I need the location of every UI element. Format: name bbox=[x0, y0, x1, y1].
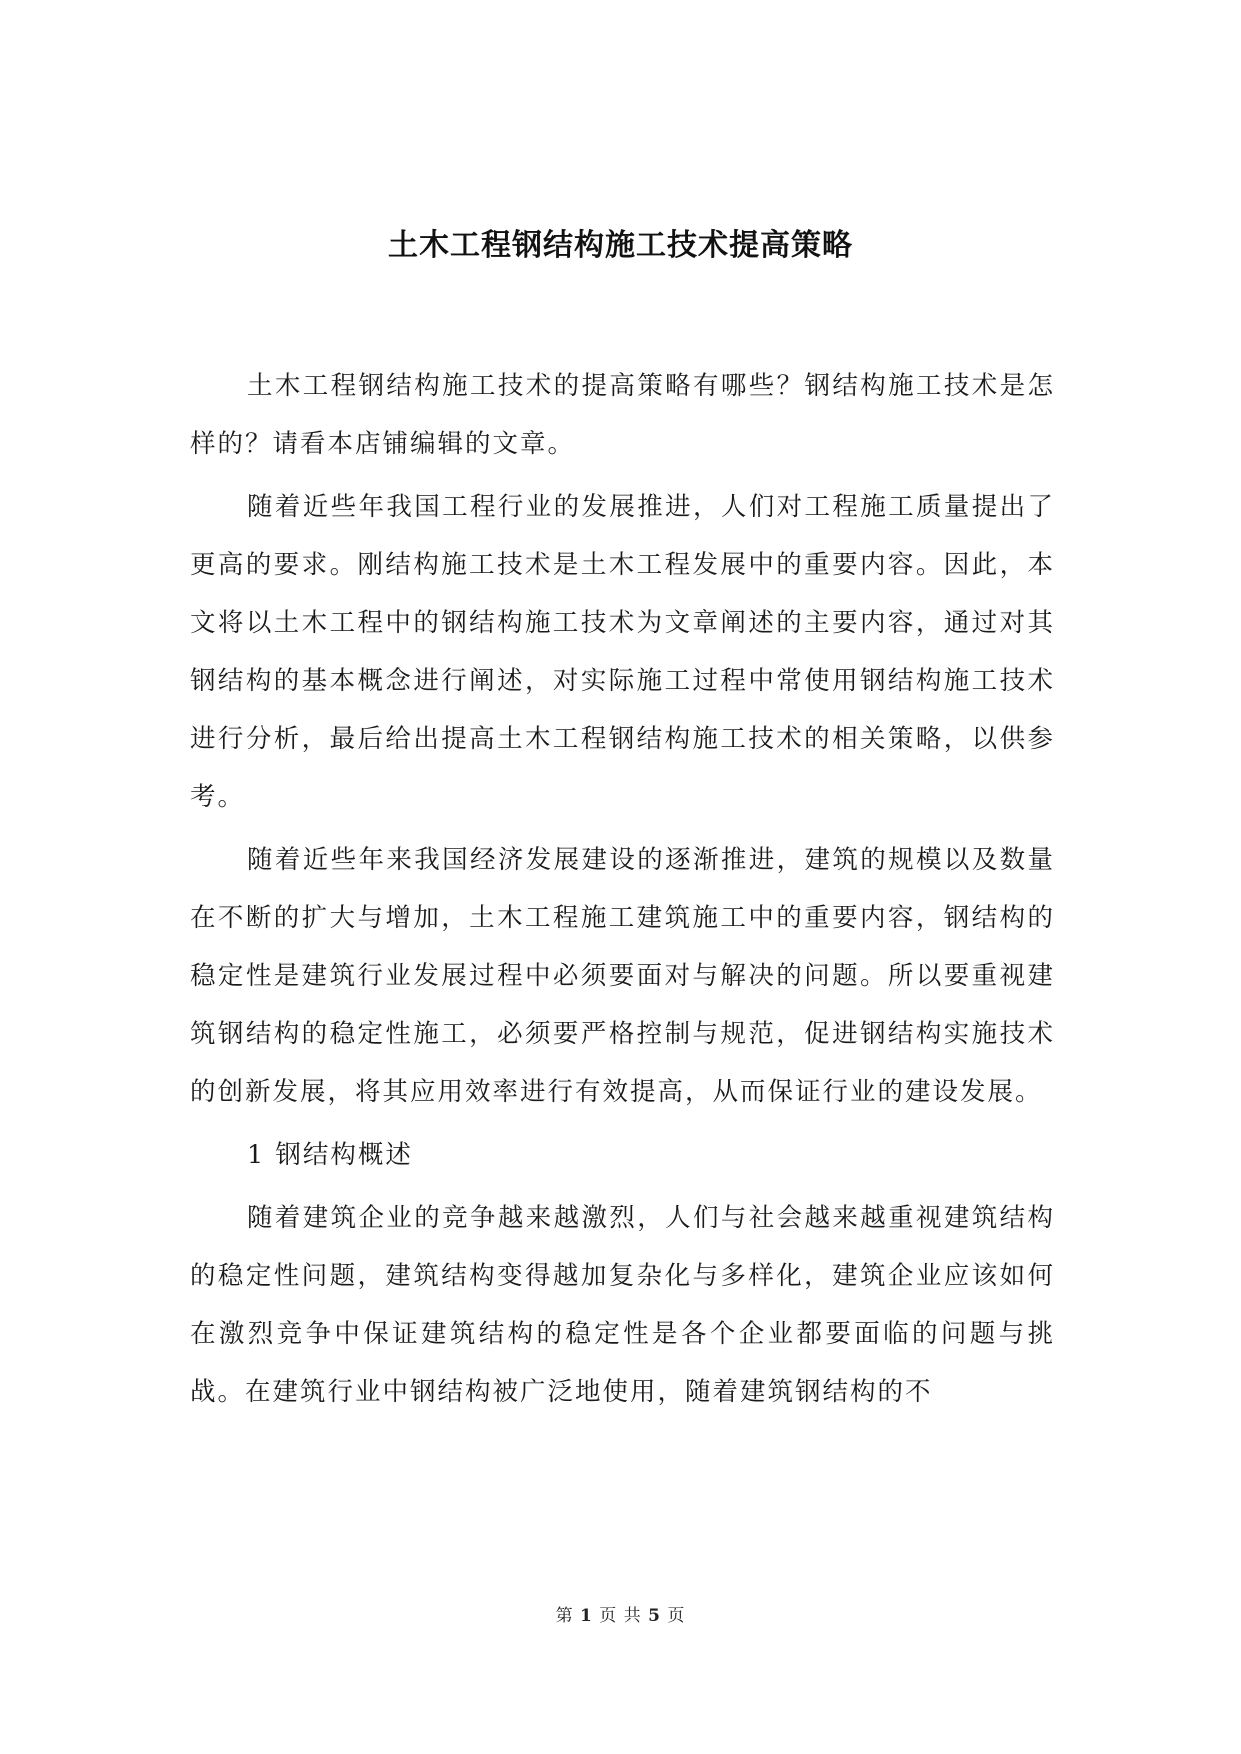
paragraph-context: 随着近些年来我国经济发展建设的逐渐推进，建筑的规模以及数量在不断的扩大与增加，土木工程施工建筑施工中的重要内容，钢结构的稳定性是建筑行业发展过程中必须要面对与解决的问题。所以要重视建筑钢结构的稳定性施工，必须要严格控制与规范，促进钢结构实施技术的创新发展，将其应用效率进行有效提高，从而保证行业的建设发展。 bbox=[190, 845, 1055, 1107]
footer-total-pages: 5 bbox=[648, 1606, 661, 1626]
footer-current-page: 1 bbox=[580, 1606, 593, 1626]
document-body bbox=[190, 357, 1055, 1426]
paragraph-intro: 土木工程钢结构施工技术的提高策略有哪些？钢结构施工技术是怎样的？请看本店铺编辑的文章。 bbox=[190, 371, 1055, 459]
footer-middle: 页 共 bbox=[599, 1606, 642, 1626]
section-heading: 1 钢结构概述 bbox=[247, 1140, 413, 1170]
footer-prefix: 第 bbox=[555, 1606, 574, 1626]
document-title: 土木工程钢结构施工技术提高策略 bbox=[388, 228, 853, 263]
paragraph-background: 随着近些年我国工程行业的发展推进，人们对工程施工质量提出了更高的要求。刚结构施工技术是土木工程发展中的重要内容。因此，本文将以土木工程中的钢结构施工技术为文章阐述的主要内容，通过对其钢结构的基本概念进行阐述，对实际施工过程中常使用钢结构施工技术进行分析，最后给出提高土木工程钢结构施工技术的相关策略，以供参考。 bbox=[190, 492, 1055, 812]
footer-suffix: 页 bbox=[667, 1606, 686, 1626]
page-footer bbox=[0, 1604, 1241, 1628]
paragraph-section-1: 随着建筑企业的竞争越来越激烈，人们与社会越来越重视建筑结构的稳定性问题，建筑结构变得越加复杂化与多样化，建筑企业应该如何在激烈竞争中保证建筑结构的稳定性是各个企业都要面临的问题与挑战。在建筑行业中钢结构被广泛地使用，随着建筑钢结构的不 bbox=[190, 1203, 1055, 1407]
